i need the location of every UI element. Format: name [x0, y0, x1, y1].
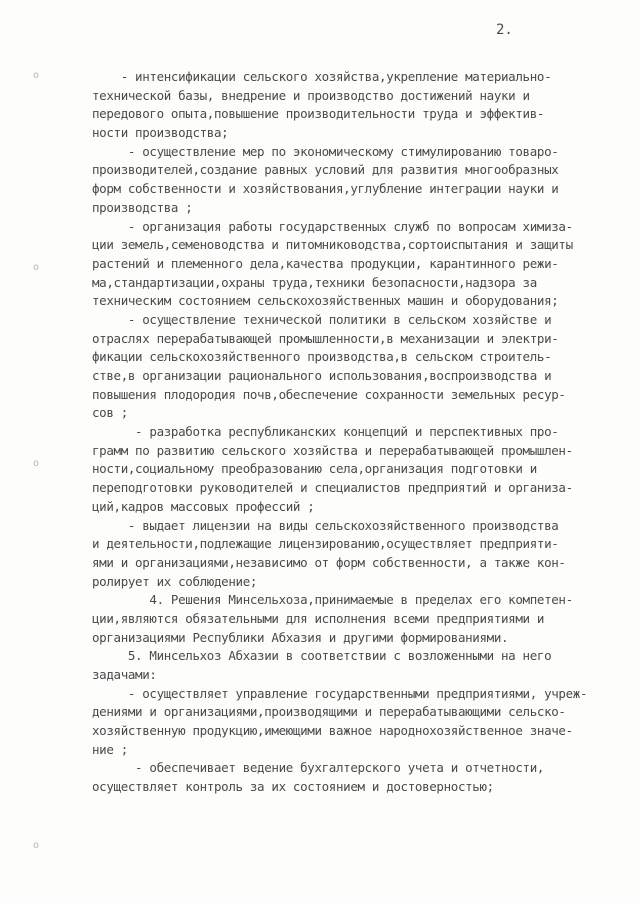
text-line: ности,социальному преобразованию села,организация подготовки и [92, 461, 537, 477]
text-line: переподготовки руководителей и специалистов предприятий и организа- [92, 480, 573, 496]
text-line: - выдает лицензии на виды сельскохозяйственного производства [92, 517, 559, 533]
text-line: - осуществление мер по экономическому стимулированию товаро- [92, 143, 559, 159]
punch-hole-mark: o [33, 262, 40, 273]
text-line: и деятельности,подлежащие лицензированию,осуществляет предприяти- [92, 536, 559, 552]
text-line: ями и организациями,независимо от форм собственности, а также кон- [92, 554, 566, 570]
text-line: - интенсификации сельского хозяйства,укрепление материально- [92, 69, 552, 84]
text-line: ма,стандартизации,охраны труда,техники безопасности,надзора за [92, 274, 537, 290]
punch-hole-mark: o [33, 458, 40, 469]
text-line: грамм по развитию сельского хозяйства и перерабатывающей промышлен- [92, 442, 573, 458]
text-line: ние ; [92, 741, 128, 757]
text-line: ности производства; [92, 125, 229, 141]
text-line: ролирует их соблюдение; [92, 573, 258, 589]
text-line: - организация работы государственных служб по вопросам химиза- [92, 218, 573, 234]
punch-hole-mark: o [33, 840, 40, 851]
text-line: технической базы, внедрение и производство достижений науки и [92, 87, 530, 103]
text-line: передового опыта,повышение производительности труда и эффектив- [92, 106, 545, 122]
page-number: 2. [496, 22, 513, 38]
text-line: отраслях перерабатывающей промышленности,в механизации и электри- [92, 330, 559, 346]
text-line: хозяйственную продукцию,имеющими важное народнохозяйственное значе- [92, 723, 573, 739]
text-line: - осуществление технической политики в сельском хозяйстве и [92, 311, 552, 327]
text-line: растений и племенного дела,качества продукции, карантинного режи- [92, 255, 559, 271]
text-line: осуществляет контроль за их состоянием и достоверностью; [92, 779, 494, 795]
text-line: стве,в организации рационального использования,воспроизводства и [92, 368, 552, 383]
text-line: организациями Республики Абхазия и другими формированиями. [92, 629, 509, 645]
text-line: сов ; [92, 405, 128, 421]
text-line: - обеспечивает ведение бухгалтерского учета и отчетности, [92, 760, 545, 776]
text-line: производителей,создание равных условий для развития многообразных [92, 162, 559, 178]
text-line: 5. Минсельхоз Абхазии в соответствии с возложенными на него [92, 648, 552, 664]
document-body [92, 68, 622, 797]
text-line: задачами: [92, 667, 157, 682]
text-line: 4. Решения Минсельхоза,принимаемые в пределах его компетен- [92, 592, 573, 608]
text-line: - осуществляет управление государственными предприятиями, учреж- [92, 685, 588, 701]
text-line: ций,кадров массовых профессий ; [92, 498, 315, 514]
text-line: ции,являются обязательными для исполнения всеми предприятиями и [92, 610, 545, 626]
text-line: производства ; [92, 199, 193, 215]
text-line: техническим состоянием сельскохозяйственных машин и оборудования; [92, 293, 559, 309]
text-line: повышения плодородия почв,обеспечение сохранности земельных ресур- [92, 386, 566, 402]
text-line: форм собственности и хозяйствования,углубление интеграции науки и [92, 181, 559, 197]
text-line: - разработка республиканских концепций и перспективных про- [92, 424, 559, 440]
punch-hole-mark: o [33, 70, 40, 81]
text-line: ции земель,семеноводства и питомниководства,сортоиспытания и защиты [92, 237, 573, 253]
text-line: фикации сельскохозяйственного производства,в сельском строитель- [92, 349, 552, 365]
text-line: дениями и организациями,производящими и перерабатывающими сельско- [92, 704, 566, 720]
